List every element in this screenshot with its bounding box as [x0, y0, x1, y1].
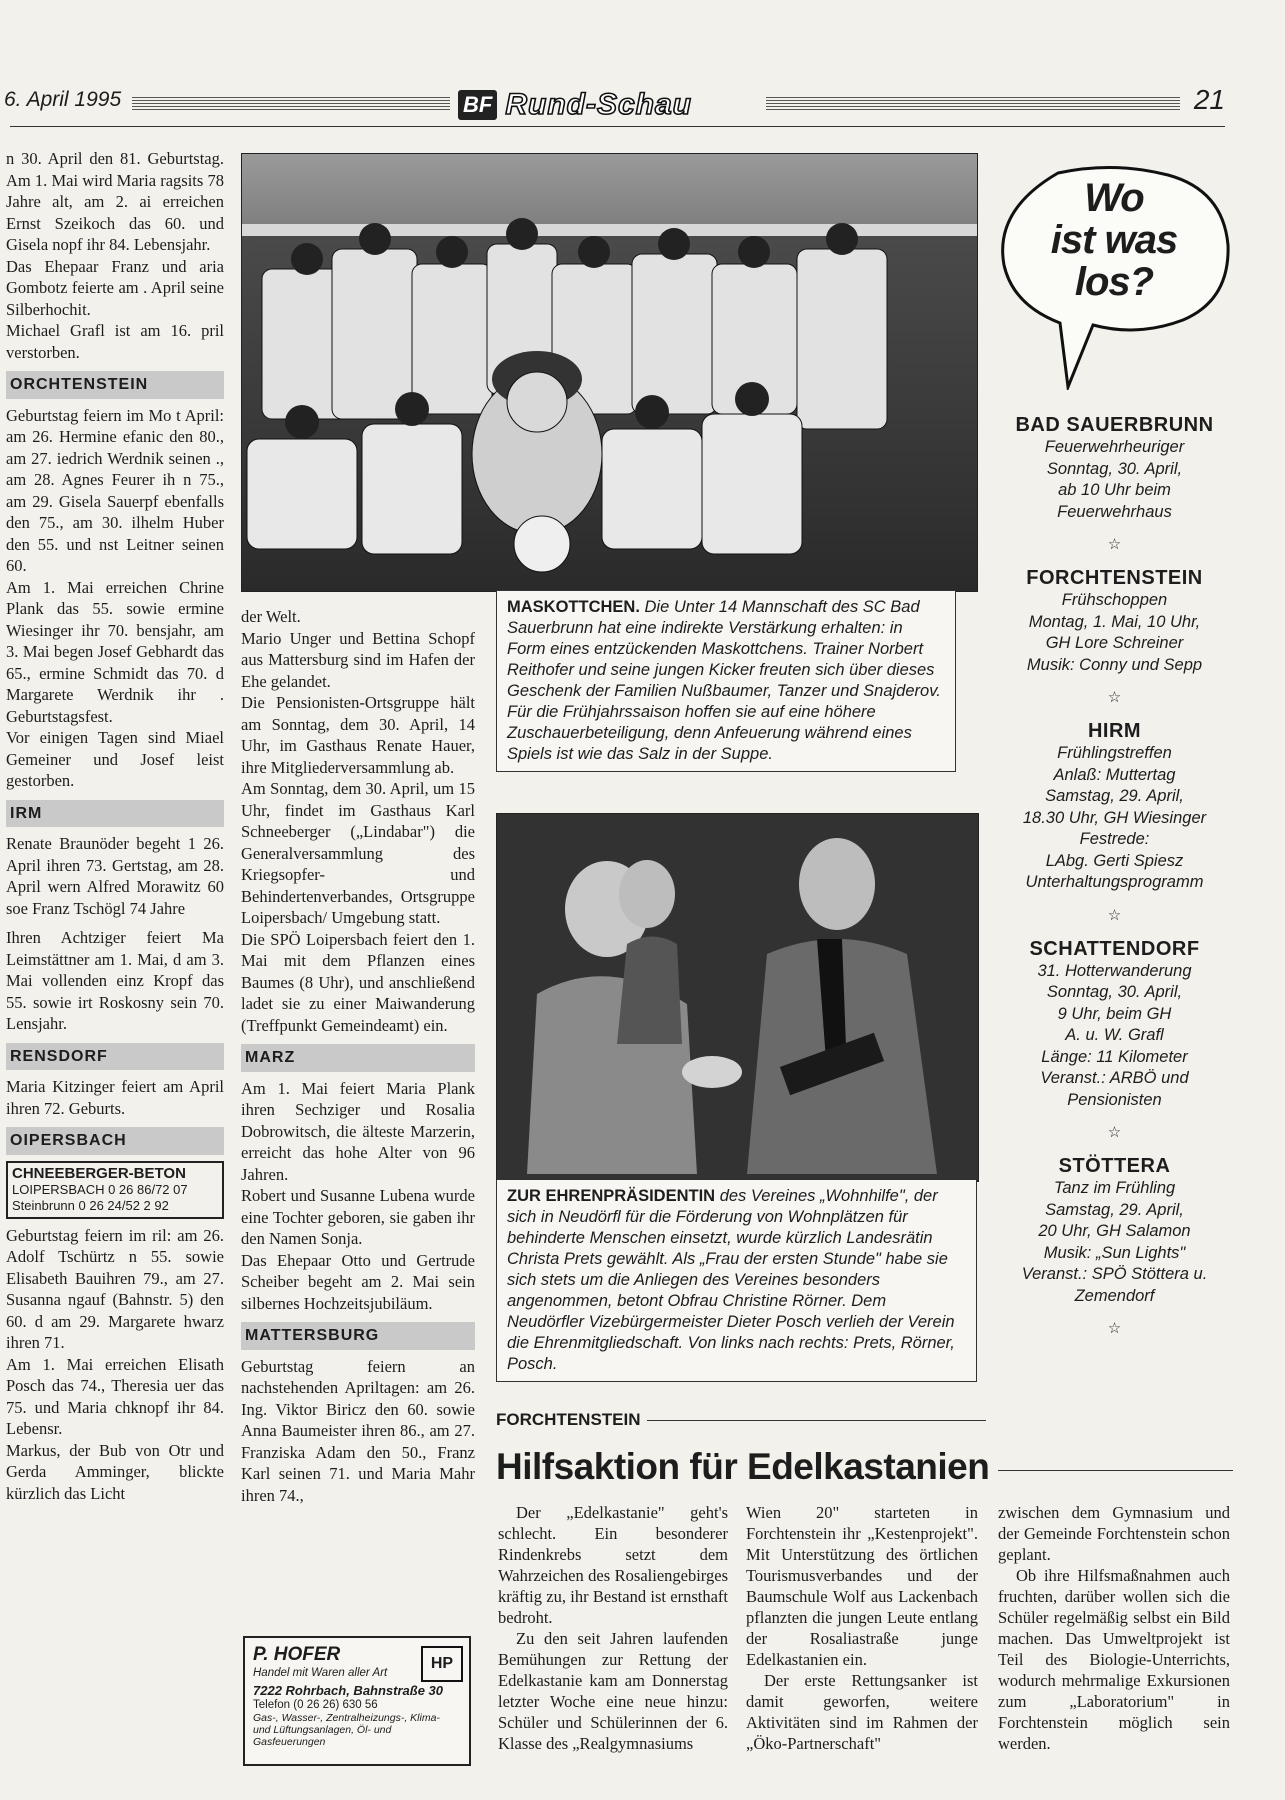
article-column-1	[498, 1502, 728, 1754]
section-heading: RENSDORF	[6, 1043, 224, 1071]
event-line: Sonntag, 30. April,	[1046, 459, 1183, 478]
section-heading: ORCHTENSTEIN	[6, 371, 224, 399]
caption-text: des Vereines „Wohnhilfe", der sich in Neudörfl für die Förderung von Wohnplätzen für behinderte Menschen einsetzt, wurde kürzlich Landesrätin Christa Prets gewählt. Als „Frau der ersten Stunde" habe sie sich stets um die Anliegen des Vereines besonders angenommen, betont Obfrau Christine Rörner. Dem Neudörfler Vizebürgermeister Dieter Posch verlieh der Verein die Ehrenmitgliedschaft. Von links nach rechts: Prets, Rörner, Posch.	[507, 1187, 955, 1373]
handshake-photo-image	[497, 814, 978, 1181]
event-line: 31. Hotterwanderung	[1037, 961, 1192, 980]
section-heading: MATTERSBURG	[241, 1322, 475, 1350]
event-line: Feuerwehrheuriger	[1044, 438, 1185, 456]
handshake-photo	[496, 813, 979, 1182]
col2-paragraph: Robert und Susanne Lubena wurde eine Tochter geboren, sie gaben ihr den Namen Sonja.	[241, 1186, 475, 1248]
col1-paragraph: Das Ehepaar Franz und aria Gombotz feierte am . April seine Silberhochit.	[6, 256, 224, 319]
column-2	[241, 606, 475, 1506]
ad-title: CHNEEBERGER-BETON	[12, 1164, 186, 1182]
article-kicker: FORCHTENSTEIN	[496, 1410, 641, 1429]
col1-paragraph: Michael Grafl ist am 16. pril verstorben.	[6, 321, 224, 362]
col1-paragraph: Markus, der Bub von Otr und Gerda Amminger, blickte kürzlich das Licht	[6, 1440, 224, 1503]
header-rule-left	[132, 97, 450, 112]
event-line: ab 10 Uhr beim	[1058, 481, 1171, 499]
event-line: Samstag, 29. April,	[1045, 1200, 1184, 1219]
caption-text: Die Unter 14 Mannschaft des SC Bad Sauerbrunn hat eine indirekte Verstärkung erhalten: in Form eines entzückenden Maskottchens. Trainer Norbert Reithofer und seine jungen Kicker freuten sich über dieses Geschenk der Familien Nußbaumer, Tanzer und Snajderov. Für die Frühjahrssaison hoffen sie auf eine höhere Zuschauerbeteiligung, denn Anfeuerung während eines Spiels ist wie das Salz in der Suppe.	[507, 598, 941, 763]
col2-paragraph: Am 1. Mai feiert Maria Plank ihren Sechziger und Rosalia Dobrowitsch, die älteste Marzerin, erreicht das hohe Alter von 96 Jahren.	[241, 1078, 475, 1184]
article-kicker-row	[496, 1410, 986, 1430]
col1-paragraph: Am 1. Mai erreichen Chrine Plank das 55. sowie ermine Wiesinger ihr 70. bensjahr, am 3. Mai begen Josef Gebhardt das 65., ermine Schmidt das 70. d Margarete Werdnik ihr . Geburtstagsfest.	[6, 577, 224, 726]
col2-paragraph: Geburtstag feiern an nachstehenden Apriltagen: am 26. Ing. Viktor Biricz den 60. sowie Anna Baumeister ihren 86., am 27. Franziska Adam den 50., Franz Karl seinen 71. und Maria Mahr ihren 74.,	[241, 1356, 475, 1505]
header-rule-right	[766, 97, 1180, 112]
bubble-line: Wo	[1084, 176, 1144, 220]
col1-paragraph: Am 1. Mai erreichen Elisath Posch das 74., Theresia uer das 75. und Maria chknopf ihr 84. Lebensr.	[6, 1354, 224, 1438]
bubble-line: ist was	[1050, 218, 1178, 262]
col2-paragraph: Mario Unger und Bettina Schopf aus Mattersburg sind im Hafen der Ehe gelandet.	[241, 628, 475, 691]
events-divider	[998, 1470, 1233, 1471]
article-column-2	[746, 1502, 978, 1754]
ad-subtitle: Handel mit Waren aller Art	[253, 1667, 388, 1679]
event-line: Montag, 1. Mai, 10 Uhr,	[1028, 612, 1201, 631]
advertisement-hofer	[243, 1636, 471, 1766]
event-line: Samstag, 29. April,	[1045, 787, 1184, 805]
event-line: Festrede:	[1079, 830, 1150, 848]
ad-name: P. HOFER	[253, 1644, 341, 1665]
speech-bubble	[998, 165, 1230, 390]
event-line: Frühlingstreffen	[1057, 744, 1172, 762]
event-line: LAbg. Gerti Spiesz	[1045, 851, 1184, 870]
col1-paragraph: Ihren Achtziger feiert Ma Leimstättner am 1. Mai, d am 3. Mai vollenden einz Kropf das 55. sowie irt Roskosny sein 70. Lensjahr.	[6, 928, 224, 1033]
col1-paragraph: Vor einigen Tagen sind Miael Gemeiner und Josef leist gestorben.	[6, 728, 224, 790]
team-photo	[241, 153, 978, 592]
issue-date: 6. April 1995	[4, 88, 122, 111]
event-line: Tanz im Frühling	[1053, 1179, 1176, 1197]
col2-paragraph: Die SPÖ Loipersbach feiert den 1. Mai mit dem Pflanzen eines Baumes (8 Uhr), und anschließend ladet sie zu einer Maiwanderung (Treffpunkt Gemeindeamt) ein.	[241, 929, 475, 1035]
col1-paragraph: Geburtstag feiern im Mo t April: am 26. Hermine efanic den 80., am 27. iedrich Werdnik seinen ., am 28. Agnes Feurer ih n 75., am 29. Gisela Sauerpf ebenfalls den 75., am 30. ilhelm Huber den 55. und nst Leitner seinen 60.	[6, 405, 224, 575]
team-photo-caption	[496, 590, 956, 772]
advertisement-schneeberger	[6, 1161, 224, 1219]
col2-paragraph: Das Ehepaar Otto und Gertrude Scheiber begeht am 2. Mai sein silbernes Hochzeitsjubiläum.	[241, 1250, 475, 1313]
article-paragraph: Der „Edelkastanie" geht's schlecht. Ein besonderer Rindenkrebs setzt dem Wahrzeichen des Rosaliengebirges kräftig zu, ihr Bestand ist ernsthaft bedroht.	[498, 1503, 728, 1627]
event-line: Pensionisten	[1067, 1090, 1162, 1109]
event-line: 20 Uhr, GH Salamon	[1038, 1222, 1191, 1240]
event-line: A. u. W. Grafl	[1065, 1026, 1164, 1044]
event-line: Zemendorf	[1074, 1286, 1155, 1305]
event-line: Veranst.: ARBÖ und	[1040, 1069, 1189, 1087]
masthead-logo	[458, 86, 758, 124]
star-icon: ☆	[1107, 536, 1122, 553]
event-town: STÖTTERA	[1058, 1155, 1171, 1177]
ad-description: Gas-, Wasser-, Zentralheizungs-, Klima- und Lüftungsanlagen, Öl- und Gasfeuerungen	[253, 1712, 440, 1748]
event-line: Anlaß: Muttertag	[1053, 765, 1176, 784]
event-town: BAD SAUERBRUNN	[1015, 414, 1214, 436]
event-line: Frühschoppen	[1061, 591, 1168, 609]
article-paragraph: Zu den seit Jahren laufenden Bemühungen zur Rettung der Edelkastanie kam am Donnerstag letzter Woche eine neue hinzu: Schüler und Schülerinnen der 6. Klasse des „Realgymnasiums	[498, 1629, 728, 1753]
event-line: Veranst.: SPÖ Stöttera u.	[1021, 1265, 1208, 1283]
ad-line: LOIPERSBACH 0 26 86/72 07	[12, 1181, 188, 1197]
ad-line: Steinbrunn 0 26 24/52 2 92	[12, 1197, 169, 1213]
event-line: Sonntag, 30. April,	[1046, 983, 1183, 1001]
article-paragraph: Der erste Rettungsanker ist damit geworfen, weitere Aktivitäten sind im Rahmen der „Öko-Partnerschaft"	[746, 1671, 978, 1753]
logo-text: Rund-Schau	[505, 88, 692, 121]
ad-logo: HP	[421, 1646, 463, 1682]
caption-lead: MASKOTTCHEN.	[507, 598, 640, 616]
col2-paragraph: Am Sonntag, dem 30. April, um 15 Uhr, findet im Gasthaus Karl Schneeberger („Lindabar") die Generalversammlung des Kriegsopfer- und Behindertenverbandes, Ortsgruppe Loipersbach/ Umgebung statt.	[241, 779, 475, 927]
article-paragraph: zwischen dem Gymnasium und der Gemeinde Forchtenstein schon geplant.	[998, 1503, 1230, 1564]
article-paragraph: Wien 20" starteten in Forchtenstein ihr „Kestenprojekt". Mit Unterstützung des örtlichen Tourismusverbandes und der Baumschule Wolf aus Lackenbach pflanzten die jungen Leute entlang der Rosaliastraße junge Edelkastanien ein.	[746, 1503, 978, 1669]
ad-phone: Telefon (0 26 26) 630 56	[253, 1699, 378, 1711]
article-headline: Hilfsaktion für Edelkastanien	[496, 1446, 990, 1487]
event-line: Unterhaltungsprogramm	[1025, 873, 1204, 891]
caption-lead: ZUR EHRENPRÄSIDENTIN	[507, 1187, 716, 1205]
col1-paragraph: Renate Braunöder begeht 1 26. April ihren 73. Gertstag, am 28. April wern Alfred Morawitz 60 soe Franz Tschögl 74 Jahre	[6, 834, 224, 918]
star-icon: ☆	[1107, 1320, 1122, 1337]
team-photo-image	[242, 154, 977, 591]
event-line: 9 Uhr, beim GH	[1057, 1004, 1172, 1023]
event-town: HIRM	[1087, 720, 1142, 742]
star-icon: ☆	[1107, 906, 1122, 924]
kicker-rule	[647, 1420, 987, 1421]
col1-paragraph: n 30. April den 81. Geburtstag. Am 1. Mai wird Maria ragsits 78 Jahre alt, am 2. ai erreichen Ernst Szeikoch das 60. und Gisela nopf ihr 84. Lebensjahr.	[6, 149, 224, 254]
col1-paragraph: Geburtstag feiern im ril: am 26. Adolf Tschürtz n 55. sowie Elisabeth Bauihren 79., am 27. Susanna ngauf (Bahnstr. 5) den 60. d am 29. Margarete hwarz ihren 71.	[6, 1225, 224, 1352]
event-line: GH Lore Schreiner	[1045, 634, 1184, 652]
header-divider	[10, 126, 1225, 127]
col2-paragraph: Die Pensionisten-Ortsgruppe hält am Sonntag, dem 30. April, 14 Uhr, im Gasthaus Renate Hauer, ihre Mitgliederversammlung ab.	[241, 693, 475, 777]
col2-paragraph: der Welt.	[241, 607, 301, 626]
logo-box: BF	[458, 90, 497, 120]
section-heading: MARZ	[241, 1044, 475, 1072]
ad-address: 7222 Rohrbach, Bahnstraße 30	[253, 1683, 444, 1698]
col1-paragraph: Maria Kitzinger feiert am April ihren 72. Geburts.	[6, 1077, 224, 1118]
bubble-line: los?	[1074, 260, 1154, 304]
event-town: FORCHTENSTEIN	[1026, 567, 1203, 589]
star-icon: ☆	[1107, 689, 1122, 706]
page-number: 21	[1193, 84, 1225, 115]
event-town: SCHATTENDORF	[1029, 937, 1200, 960]
article-paragraph: Ob ihre Hilfsmaßnahmen auch fruchten, darüber wollen sich die Schüler regelmäßig selbst ein Bild machen. Das Umweltprojekt ist Teil des Biologie-Unterrichts, wodurch mehrmalige Exkursionen zum „Laboratorium" in Forchtenstein möglich sein werden.	[998, 1566, 1230, 1753]
event-line: Musik: Conny und Sepp	[1026, 655, 1203, 674]
event-line: Musik: „Sun Lights"	[1043, 1243, 1186, 1262]
handshake-photo-caption	[496, 1180, 977, 1382]
event-line: Feuerwehrhaus	[1057, 502, 1172, 521]
events-list	[992, 400, 1237, 1341]
section-heading: IRM	[6, 800, 224, 828]
column-1	[6, 148, 224, 1504]
event-line: 18.30 Uhr, GH Wiesinger	[1022, 808, 1207, 827]
article-column-3	[998, 1502, 1230, 1754]
section-heading: OIPERSBACH	[6, 1127, 224, 1155]
event-line: Länge: 11 Kilometer	[1041, 1047, 1188, 1066]
star-icon: ☆	[1107, 1124, 1122, 1141]
